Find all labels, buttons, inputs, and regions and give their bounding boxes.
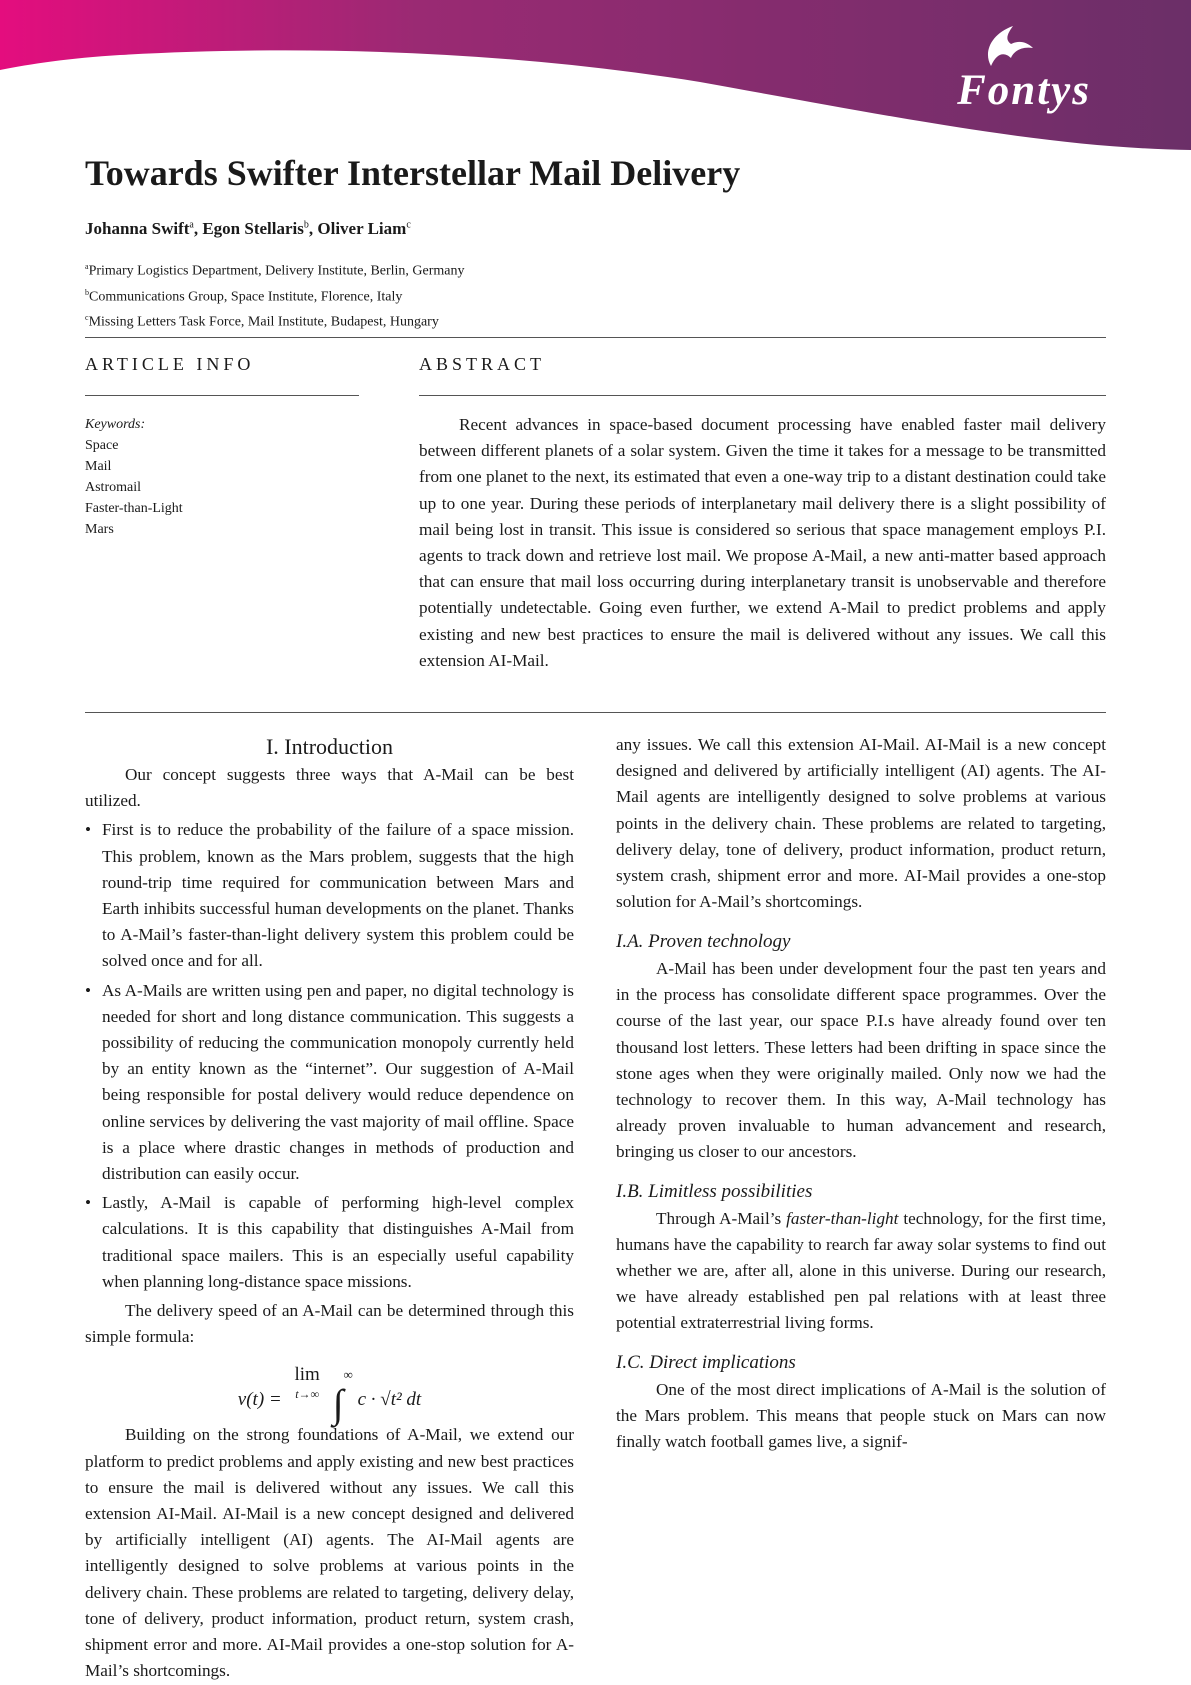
keyword-item: Mars	[85, 522, 114, 537]
paragraph: Through A-Mail’s faster-than-light technology, for the first time, humans have the capability to rearch far away solar systems to find out whether we are, after all, alone in this universe. During our research, we have already established pen pal relations with at least three potential extraterrestrial living forms.	[616, 1208, 1106, 1333]
keyword-item: Faster-than-Light	[85, 501, 183, 516]
list-item: • Lastly, A-Mail is capable of performing high-level complex calculations. It is this capability that distinguishes A-Mail from traditional space mailers. This is an especially useful capability when planning long-distance space missions.	[85, 1193, 574, 1291]
paper-title: Towards Swifter Interstellar Mail Delivery	[85, 153, 741, 193]
fontys-logo-icon	[961, 22, 1041, 72]
affiliation-item: $^c$Missing Letters Task Force, Mail Institute, Budapest, Hungary	[85, 313, 439, 330]
keyword-item: Mail	[85, 459, 112, 474]
author-name: Oliver Liam	[317, 219, 407, 238]
paragraph: Our concept suggests three ways that A-Mail can be best utilized.	[85, 765, 574, 811]
right-column	[616, 732, 1106, 1455]
paragraph: One of the most direct implications of A-Mail is the solution of the Mars problem. This means that people stuck on Mars can now finally watch football games live, a signif-	[616, 1379, 1106, 1452]
abstract-text: Recent advances in space-based document processing have enabled faster mail delivery between different planets of a solar system. Given the time it takes for a message to be transmitted from one planet to the next, its estimated that even a one-way trip to a distant destination could take up to one year. During these periods of interplanetary mail delivery there is a slight possibility of mail being lost in transit. This issue is considered so serious that space management employs P.I. agents to track down and retrieve lost mail. We propose A-Mail, a new anti-matter based approach that can ensure that mail loss occurring during interplanetary transit is unobservable and therefore potentially undetectable. Going even further, we extend A-Mail to predict problems and apply existing and new best practices to ensure the mail is delivered without any issues. We call this extension AI-Mail.	[419, 415, 1106, 670]
author-mark: b	[303, 219, 309, 231]
affiliation-item: $^b$Communications Group, Space Institute, Florence, Italy	[85, 287, 403, 305]
abstract-label: ABSTRACT	[419, 354, 546, 374]
author-name: Egon Stellaris	[202, 219, 304, 238]
paragraph: A-Mail has been under development four the past ten years and in the process has consolidate different space programmes. Over the course of the last year, our space P.I.s have already found over ten thousand lost letters. These letters had been drifting in space since the stone ages when they were originally mailed. Only now we had the technology to recover them. In this way, A-Mail technology has already proven invaluable to human advancement and research, bringing us closer to our ancestors.	[616, 959, 1106, 1162]
left-column	[85, 732, 574, 1681]
author-name: Johanna Swift	[85, 219, 190, 238]
keyword-item: Space	[85, 438, 119, 453]
article-info-label: ARTICLE INFO	[85, 354, 255, 374]
affiliation-item: $^a$Primary Logistics Department, Delivery Institute, Berlin, Germany	[85, 262, 465, 279]
list-item: • As A-Mails are written using pen and paper, no digital technology is needed for short and long distance communication. This suggests a possibility of reducing the communication monopoly currently held by an entity known as the “internet”. Our suggestion of A-Mail being responsible for postal delivery would reduce dependence on online services by delivering the vast majority of mail offline. Space is a place where drastic changes in methods of production and distribution can easily occur.	[85, 980, 574, 1184]
affiliation-list	[85, 256, 465, 333]
speed-formula: v(t) = lim t→∞ ∫∞ c · √t² dt	[237, 1364, 422, 1427]
keywords-label: Keywords:	[85, 417, 146, 432]
subsection-heading: I.B. Limitless possibilities	[616, 1180, 813, 1202]
paragraph-continued: any issues. We call this extension AI-Mail. AI-Mail is a new concept designed and delivered by artificially intelligent (AI) agents. The AI-Mail agents are intelligently designed to solve problems at various points in the delivery chain. These problems are related to targeting, delivery delay, tone of delivery, product information, product return, system crash, shipment error and more. AI-Mail provides a one-stop solution for A-Mail’s shortcomings.	[616, 735, 1106, 912]
subsection-heading: I.A. Proven technology	[616, 931, 791, 952]
subsection-heading: I.C. Direct implications	[616, 1351, 796, 1373]
keywords-list	[85, 414, 183, 540]
author-list: Johanna Swift$^a$, Egon Stellaris$^b$, Oliver Liam$^c$	[85, 219, 411, 238]
paragraph: The delivery speed of an A-Mail can be determined through this simple formula:	[85, 1301, 574, 1347]
divider	[85, 337, 1106, 338]
author-mark: a	[189, 219, 194, 231]
divider	[419, 395, 1106, 396]
divider	[85, 712, 1106, 713]
divider	[85, 395, 359, 396]
paragraph: Building on the strong foundations of A-Mail, we extend our platform to predict problems and apply existing and new best practices to ensure the mail is delivered without any issues. We call this extension AI-Mail. AI-Mail is a new concept designed and delivered by artificially intelligent (AI) agents. The AI-Mail agents are intelligently designed to solve problems at various points in the delivery chain. These problems are related to targeting, delivery delay, tone of delivery, product information, product return, system crash, shipment error and more. AI-Mail provides a one-stop solution for A-Mail’s shortcomings.	[85, 1425, 574, 1681]
list-item: • First is to reduce the probability of the failure of a space mission. This problem, known as the Mars problem, suggests that the high round-trip time required for communication between Mars and Earth inhibits successful human developments on the planet. Thanks to A-Mail’s faster-than-light delivery system this problem could be solved once and for all.	[85, 820, 574, 971]
author-mark: c	[406, 219, 411, 231]
fontys-logo-text: Fontys	[957, 67, 1091, 114]
section-heading: I. Introduction	[265, 734, 394, 759]
bullet-list	[85, 817, 574, 1295]
keyword-item: Astromail	[85, 480, 141, 495]
